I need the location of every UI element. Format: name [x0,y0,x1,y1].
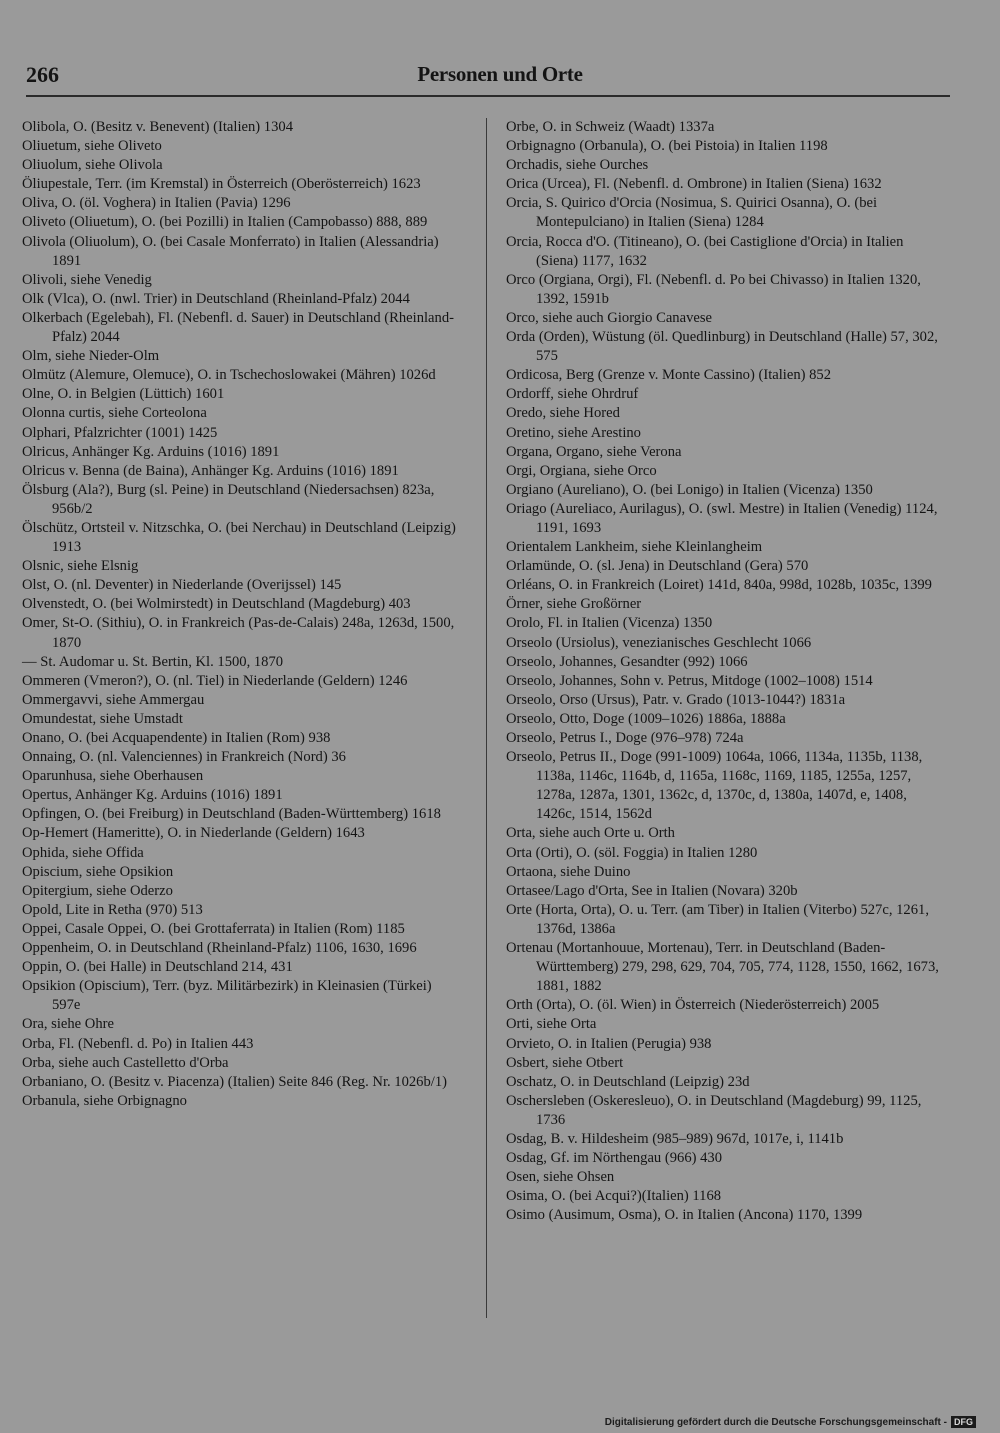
index-entry: Orba, Fl. (Nebenfl. d. Po) in Italien 443 [22,1035,254,1052]
index-entry: Omer, St-O. (Sithiu), O. in Frankreich (Pas-de-Calais) 248a, 1263d, 1500, 1870 [22,615,455,651]
index-column-left [22,118,462,1111]
index-entry: Opold, Lite in Retha (970) 513 [22,901,203,918]
index-entry: Orgiano (Aureliano), O. (bei Lonigo) in Italien (Vicenza) 1350 [506,481,873,498]
index-entry: Örner, siehe Großörner [506,596,642,613]
index-entry: Olibola, O. (Besitz v. Benevent) (Italien) 1304 [22,119,293,135]
index-entry: Orléans, O. in Frankreich (Loiret) 141d, 840a, 998d, 1028b, 1035c, 1399 [506,577,932,594]
footer-credit [605,1416,976,1428]
index-entry: Op-Hemert (Hameritte), O. in Niederlande (Geldern) 1643 [22,825,365,842]
index-entry: Ordicosa, Berg (Grenze v. Monte Cassino) (Italien) 852 [506,367,832,384]
index-entry: Osdag, B. v. Hildesheim (985–989) 967d, 1017e, i, 1141b [506,1130,844,1147]
index-entry: Opfingen, O. (bei Freiburg) in Deutschland (Baden-Württemberg) 1618 [22,806,441,823]
index-entry: Orcia, S. Quirico d'Orcia (Nosimua, S. Quirici Osanna), O. (bei Montepulciano) in Italien (Siena) 1284 [506,195,878,231]
index-entry: Onano, O. (bei Acquapendente) in Italien (Rom) 938 [22,730,331,746]
index-entry: Orseolo, Johannes, Sohn v. Petrus, Mitdoge (1002–1008) 1514 [506,672,873,689]
index-entry: Orth (Orta), O. (öl. Wien) in Österreich (Niederösterreich) 2005 [506,997,880,1014]
index-entry: Opitergium, siehe Oderzo [22,882,173,899]
index-entry: Orchadis, siehe Ourches [506,157,649,174]
index-entry: Oparunhusa, siehe Oberhausen [22,768,204,785]
index-entry: Orolo, Fl. in Italien (Vicenza) 1350 [506,615,713,632]
index-entry: Olne, O. in Belgien (Lüttich) 1601 [22,386,225,403]
running-head: Personen und Orte [417,62,583,86]
index-entry: Ora, siehe Ohre [22,1016,114,1033]
index-entry: Olricus, Anhänger Kg. Arduins (1016) 1891 [22,443,280,460]
index-entry: Ommeren (Vmeron?), O. (nl. Tiel) in Niederlande (Geldern) 1246 [22,672,408,689]
index-entry: Ortenau (Mortanhouue, Mortenau), Terr. in Deutschland (Baden-Württemberg) 279, 298, 629, 704, 705, 774, 1128, 1550, 1662, 1673, 1881, 1882 [506,940,939,995]
index-entry: Oschersleben (Oskeresleuo), O. in Deutschland (Magdeburg) 99, 1125, 1736 [506,1092,922,1128]
index-entry: Orvieto, O. in Italien (Perugia) 938 [506,1035,712,1052]
index-entry: Orseolo, Johannes, Gesandter (992) 1066 [506,653,748,670]
index-entry: Ommergavvi, siehe Ammergau [22,691,205,708]
index-entry: Orientalem Lankheim, siehe Kleinlangheim [506,539,763,556]
column-divider [486,118,487,1318]
index-entry: — St. Audomar u. St. Bertin, Kl. 1500, 1870 [22,653,284,670]
index-entry: Osen, siehe Ohsen [506,1169,615,1186]
index-entry: Orco, siehe auch Giorgio Canavese [506,309,713,326]
index-entry: Olonna curtis, siehe Corteolona [22,405,207,422]
index-entry: Opertus, Anhänger Kg. Arduins (1016) 1891 [22,787,283,804]
index-entry: Ölsburg (Ala?), Burg (sl. Peine) in Deutschland (Niedersachsen) 823a, 956b/2 [22,481,435,517]
index-entry: Orseolo, Otto, Doge (1009–1026) 1886a, 1888a [506,710,786,727]
index-entry: Orbignagno (Orbanula), O. (bei Pistoia) in Italien 1198 [506,138,828,155]
index-entry: Olsnic, siehe Elsnig [22,558,139,575]
index-entry: Ölschütz, Ortsteil v. Nitzschka, O. (bei Nerchau) in Deutschland (Leipzig) 1913 [22,519,456,556]
index-entry: Orda (Orden), Wüstung (öl. Quedlinburg) in Deutschland (Halle) 57, 302, 575 [506,329,938,365]
index-entry: Olst, O. (nl. Deventer) in Niederlande (Overijssel) 145 [22,577,342,594]
index-entry: Olk (Vlca), O. (nwl. Trier) in Deutschland (Rheinland-Pfalz) 2044 [22,290,410,307]
index-entry: Orica (Urcea), Fl. (Nebenfl. d. Ombrone) in Italien (Siena) 1632 [506,176,882,193]
page-number: 266 [26,62,59,87]
index-entry: Oliuetum, siehe Oliveto [22,138,162,155]
index-entry: Oliveto (Oliuetum), O. (bei Pozilli) in Italien (Campobasso) 888, 889 [22,214,428,231]
index-entry: Orti, siehe Orta [506,1016,597,1033]
index-entry: Oppenheim, O. in Deutschland (Rheinland-Pfalz) 1106, 1630, 1696 [22,940,417,957]
index-entry: Orseolo, Petrus II., Doge (991-1009) 1064a, 1066, 1134a, 1135b, 1138, 1138a, 1146c, 1164b, d, 1165a, 1168c, 1169, 1185, 1255a, 1257, 1278a, 1287a, 1301, 1362c, d, 1370c, d, 1380a, 1407d, e, 1408, 1426c, 1514, 1562d [506,749,923,823]
index-entry: Organa, Organo, siehe Verona [506,443,682,460]
index-entry: Orba, siehe auch Castelletto d'Orba [22,1054,229,1071]
index-entry: Olivoli, siehe Venedig [22,271,152,288]
index-entry: Olvenstedt, O. (bei Wolmirstedt) in Deutschland (Magdeburg) 403 [22,596,411,613]
index-entry: Opiscium, siehe Opsikion [22,863,174,880]
index-entry: Oliuolum, siehe Olivola [22,157,163,174]
index-entry: Opsikion (Opiscium), Terr. (byz. Militärbezirk) in Kleinasien (Türkei) 597e [22,978,432,1014]
index-entry: Olricus v. Benna (de Baina), Anhänger Kg. Arduins (1016) 1891 [22,462,399,479]
index-entry: Orta, siehe auch Orte u. Orth [506,825,675,842]
index-entry: Olivola (Oliuolum), O. (bei Casale Monferrato) in Italien (Alessandria) 1891 [22,233,439,269]
dfg-logo: DFG [951,1416,976,1428]
index-entry: Ortaona, siehe Duino [506,863,631,880]
index-entry: Ophida, siehe Offida [22,844,144,861]
index-entry: Orseolo, Petrus I., Doge (976–978) 724a [506,730,744,746]
index-entry: Oppin, O. (bei Halle) in Deutschland 214, 431 [22,959,293,976]
index-entry: Oriago (Aureliaco, Aurilagus), O. (swl. Mestre) in Italien (Venedig) 1124, 1191, 1693 [506,500,938,536]
index-column-right [506,118,946,1225]
index-entry: Orta (Orti), O. (söl. Foggia) in Italien 1280 [506,844,758,861]
index-entry: Orbanula, siehe Orbignagno [22,1092,187,1109]
index-entry: Orbe, O. in Schweiz (Waadt) 1337a [506,119,715,135]
index-entry: Olphari, Pfalzrichter (1001) 1425 [22,424,218,441]
index-entry: Orcia, Rocca d'O. (Titineano), O. (bei Castiglione d'Orcia) in Italien (Siena) 1177, 1632 [506,233,904,269]
index-entry: Osbert, siehe Otbert [506,1054,624,1071]
index-entry: Osimo (Ausimum, Osma), O. in Italien (Ancona) 1170, 1399 [506,1207,863,1224]
index-entry: Oppei, Casale Oppei, O. (bei Grottaferrata) in Italien (Rom) 1185 [22,920,405,937]
index-entry: Ortasee/Lago d'Orta, See in Italien (Novara) 320b [506,882,798,899]
index-entry: Orseolo, Orso (Ursus), Patr. v. Grado (1013-1044?) 1831a [506,691,846,708]
index-entry: Orseolo (Ursiolus), venezianisches Geschlecht 1066 [506,634,812,651]
index-entry: Ordorff, siehe Ohrdruf [506,386,639,403]
index-entry: Olm, siehe Nieder-Olm [22,348,160,365]
index-entry: Orte (Horta, Orta), O. u. Terr. (am Tiber) in Italien (Viterbo) 527c, 1261, 1376d, 1386a [506,901,929,937]
header-rule [26,95,950,97]
index-entry: Oschatz, O. in Deutschland (Leipzig) 23d [506,1073,750,1090]
index-entry: Omundestat, siehe Umstadt [22,710,183,727]
index-entry: Oliva, O. (öl. Voghera) in Italien (Pavia) 1296 [22,195,291,212]
index-entry: Orco (Orgiana, Orgi), Fl. (Nebenfl. d. Po bei Chivasso) in Italien 1320, 1392, 1591b [506,271,921,307]
index-entry: Olkerbach (Egelebah), Fl. (Nebenfl. d. Sauer) in Deutschland (Rheinland-Pfalz) 2044 [22,309,454,346]
footer-credit-text: Digitalisierung gefördert durch die Deutsche Forschungsgemeinschaft - [604,1416,947,1428]
index-entry: Osima, O. (bei Acqui?)(Italien) 1168 [506,1188,722,1205]
index-entry: Onnaing, O. (nl. Valenciennes) in Frankreich (Nord) 36 [22,749,346,766]
index-entry: Oredo, siehe Hored [506,405,620,422]
index-entry: Öliupestale, Terr. (im Kremstal) in Österreich (Oberösterreich) 1623 [22,176,421,193]
index-entry: Osdag, Gf. im Nörthengau (966) 430 [506,1150,723,1167]
index-entry: Olmütz (Alemure, Olemuce), O. in Tschechoslowakei (Mähren) 1026d [22,367,436,384]
index-entry: Orbaniano, O. (Besitz v. Piacenza) (Italien) Seite 846 (Reg. Nr. 1026b/1) [22,1073,447,1090]
index-entry: Oretino, siehe Arestino [506,424,641,441]
index-entry: Orlamünde, O. (sl. Jena) in Deutschland (Gera) 570 [506,558,809,575]
index-entry: Orgi, Orgiana, siehe Orco [506,462,657,479]
